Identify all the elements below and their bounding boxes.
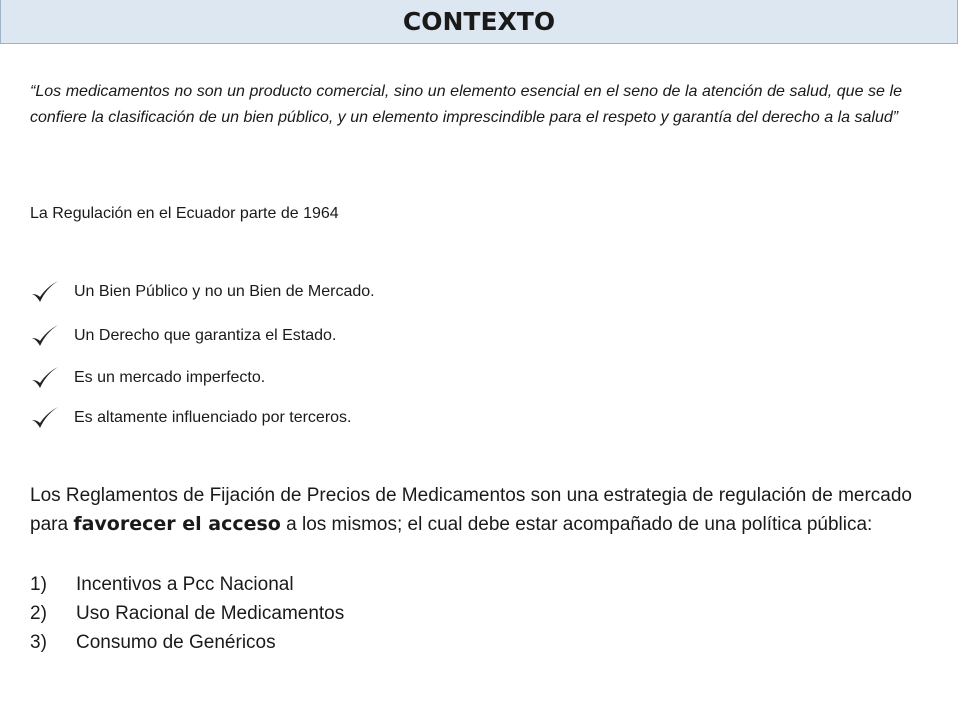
list-item	[30, 570, 344, 599]
check-item	[30, 322, 336, 350]
title-bar	[0, 0, 958, 44]
quote-text: “Los medicamentos no son un producto comercial, sino un elemento esencial en el seno de la atención de salud, que se le confiere la clasificación de un bien público, y un elemento imprescindible para el respeto y garantía del derecho a la salud”	[30, 83, 902, 126]
list-number: 2)	[30, 603, 47, 624]
check-item	[30, 404, 351, 432]
checkmark-icon	[30, 365, 60, 391]
checkmark-icon	[30, 279, 60, 305]
list-number: 3)	[30, 632, 47, 653]
list-number: 1)	[30, 574, 47, 595]
page-title: CONTEXTO	[402, 7, 556, 36]
list-item	[30, 599, 344, 628]
policy-list	[30, 570, 344, 657]
check-item-label: Un Derecho que garantiza el Estado.	[74, 327, 337, 344]
check-item-label: Un Bien Público y no un Bien de Mercado.	[74, 283, 375, 300]
check-item-label: Es altamente influenciado por terceros.	[74, 409, 352, 426]
checkmark-icon	[30, 405, 60, 431]
regulation-text: La Regulación en el Ecuador parte de 1964	[30, 205, 339, 222]
list-item-label: Uso Racional de Medicamentos	[76, 603, 345, 624]
list-item-label: Consumo de Genéricos	[76, 632, 276, 653]
pricing-paragraph	[30, 481, 912, 539]
list-item-label: Incentivos a Pcc Nacional	[76, 574, 294, 595]
paragraph-text: Los Reglamentos de Fijación de Precios de Medicamentos son una estrategia de regulación de mercado para	[30, 485, 912, 535]
check-item	[30, 278, 375, 306]
check-item-label: Es un mercado imperfecto.	[74, 369, 266, 386]
paragraph-emphasis: favorecer el acceso	[73, 513, 281, 535]
checkmark-icon	[30, 323, 60, 349]
list-item	[30, 628, 344, 657]
paragraph-text: a los mismos; el cual debe estar acompañado de una política pública:	[280, 514, 873, 535]
check-item	[30, 364, 265, 392]
